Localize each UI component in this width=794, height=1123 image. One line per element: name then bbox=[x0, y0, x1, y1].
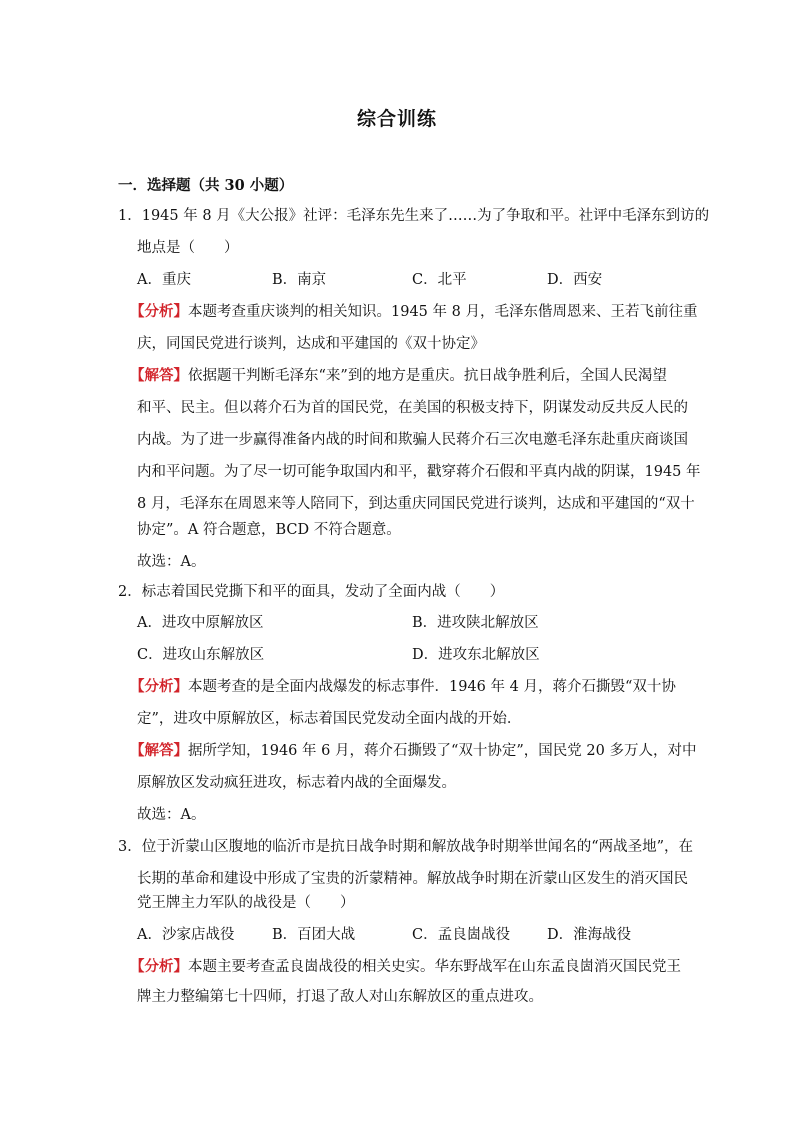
answer-tag: 【解答】 bbox=[130, 742, 188, 759]
answer-tag: 【解答】 bbox=[130, 367, 188, 384]
q2-stem-line: 2．标志着国民党撕下和平的面具，发动了全面内战（ ） bbox=[118, 584, 505, 600]
q1-analysis-line: 庆，同国民党进行谈判，达成和平建国的《双十协定》 bbox=[137, 336, 485, 352]
analysis-tag: 【分析】 bbox=[130, 303, 188, 320]
q2-option-d: D．进攻东北解放区 bbox=[412, 647, 540, 663]
q3-stem-line: 3．位于沂蒙山区腹地的临沂市是抗日战争时期和解放战争时期举世闻名的“两战圣地”，在 bbox=[118, 839, 694, 855]
q3-option-d: D．淮海战役 bbox=[547, 927, 632, 943]
q1-answer-line: 协定”。A 符合题意，BCD 不符合题意。 bbox=[137, 522, 401, 538]
q1-stem-line: 1．1945 年 8 月《大公报》社评：毛泽东先生来了……为了争取和平。社评中毛泽东到访的 bbox=[118, 208, 710, 224]
q2-analysis bbox=[130, 677, 676, 697]
q3-analysis-line: 牌主力整编第七十四师，打退了敌人对山东解放区的重点进攻。 bbox=[137, 989, 543, 1005]
q1-option-a: A．重庆 bbox=[137, 272, 191, 288]
q3-option-a: A．沙家店战役 bbox=[137, 927, 235, 943]
q2-analysis-line: 定”，进攻中原解放区，标志着国民党发动全面内战的开始． bbox=[137, 711, 522, 727]
q3-analysis bbox=[130, 957, 681, 977]
q1-analysis-text: 本题考查重庆谈判的相关知识。1945 年 8 月，毛泽东偕周恩来、王若飞前往重 bbox=[188, 304, 698, 320]
q1-answer bbox=[130, 366, 667, 386]
q1-answer-line: 内和平问题。为了尽一切可能争取国内和平，戳穿蒋介石假和平真内战的阴谋，1945 年 bbox=[137, 464, 701, 480]
analysis-tag: 【分析】 bbox=[130, 958, 188, 975]
q2-answer-text: 据所学知，1946 年 6 月，蒋介石撕毁了“双十协定”，国民党 20 多万人，对中 bbox=[188, 743, 697, 759]
section-heading: 一．选择题（共 30 小题） bbox=[118, 177, 294, 194]
q2-option-c: C．进攻山东解放区 bbox=[137, 647, 265, 663]
q3-stem-line: 长期的革命和建设中形成了宝贵的沂蒙精神。解放战争时期在沂蒙山区发生的消灭国民 bbox=[137, 871, 688, 887]
q1-answer-line: 内战。为了进一步赢得准备内战的时间和欺骗人民蒋介石三次电邀毛泽东赴重庆商谈国 bbox=[137, 432, 688, 448]
q1-answer-line: 和平、民主。但以蒋介石为首的国民党，在美国的积极支持下，阴谋发动反共反人民的 bbox=[137, 400, 688, 416]
q1-stem-line: 地点是（ ） bbox=[137, 240, 239, 256]
q3-option-b: B．百团大战 bbox=[272, 927, 356, 943]
q1-option-b: B．南京 bbox=[272, 272, 327, 288]
q2-analysis-text: 本题考查的是全面内战爆发的标志事件．1946 年 4 月，蒋介石撕毁“双十协 bbox=[188, 679, 676, 695]
q1-option-d: D．西安 bbox=[547, 272, 603, 288]
q1-answer-text: 依据题干判断毛泽东“来”到的地方是重庆。抗日战争胜利后，全国人民渴望 bbox=[188, 368, 667, 384]
q2-option-b: B．进攻陕北解放区 bbox=[412, 615, 539, 631]
q2-choice: 故选：A。 bbox=[137, 807, 206, 823]
q3-analysis-text: 本题主要考查孟良崮战役的相关史实。华东野战军在山东孟良崮消灭国民党王 bbox=[188, 959, 681, 975]
q3-option-c: C．孟良崮战役 bbox=[412, 927, 511, 943]
q2-answer bbox=[130, 741, 696, 761]
q1-answer-line: 8 月，毛泽东在周恩来等人陪同下，到达重庆同国民党进行谈判，达成和平建国的“双十 bbox=[137, 496, 695, 512]
q3-stem-line: 党王牌主力军队的战役是（ ） bbox=[137, 895, 355, 911]
q2-option-a: A．进攻中原解放区 bbox=[137, 615, 264, 631]
q2-answer-line: 原解放区发动疯狂进攻，标志着内战的全面爆发。 bbox=[137, 775, 456, 791]
analysis-tag: 【分析】 bbox=[130, 678, 188, 695]
page-title: 综合训练 bbox=[356, 108, 437, 130]
q1-choice: 故选：A。 bbox=[137, 554, 206, 570]
q1-analysis bbox=[130, 302, 697, 322]
q1-option-c: C．北平 bbox=[412, 272, 467, 288]
